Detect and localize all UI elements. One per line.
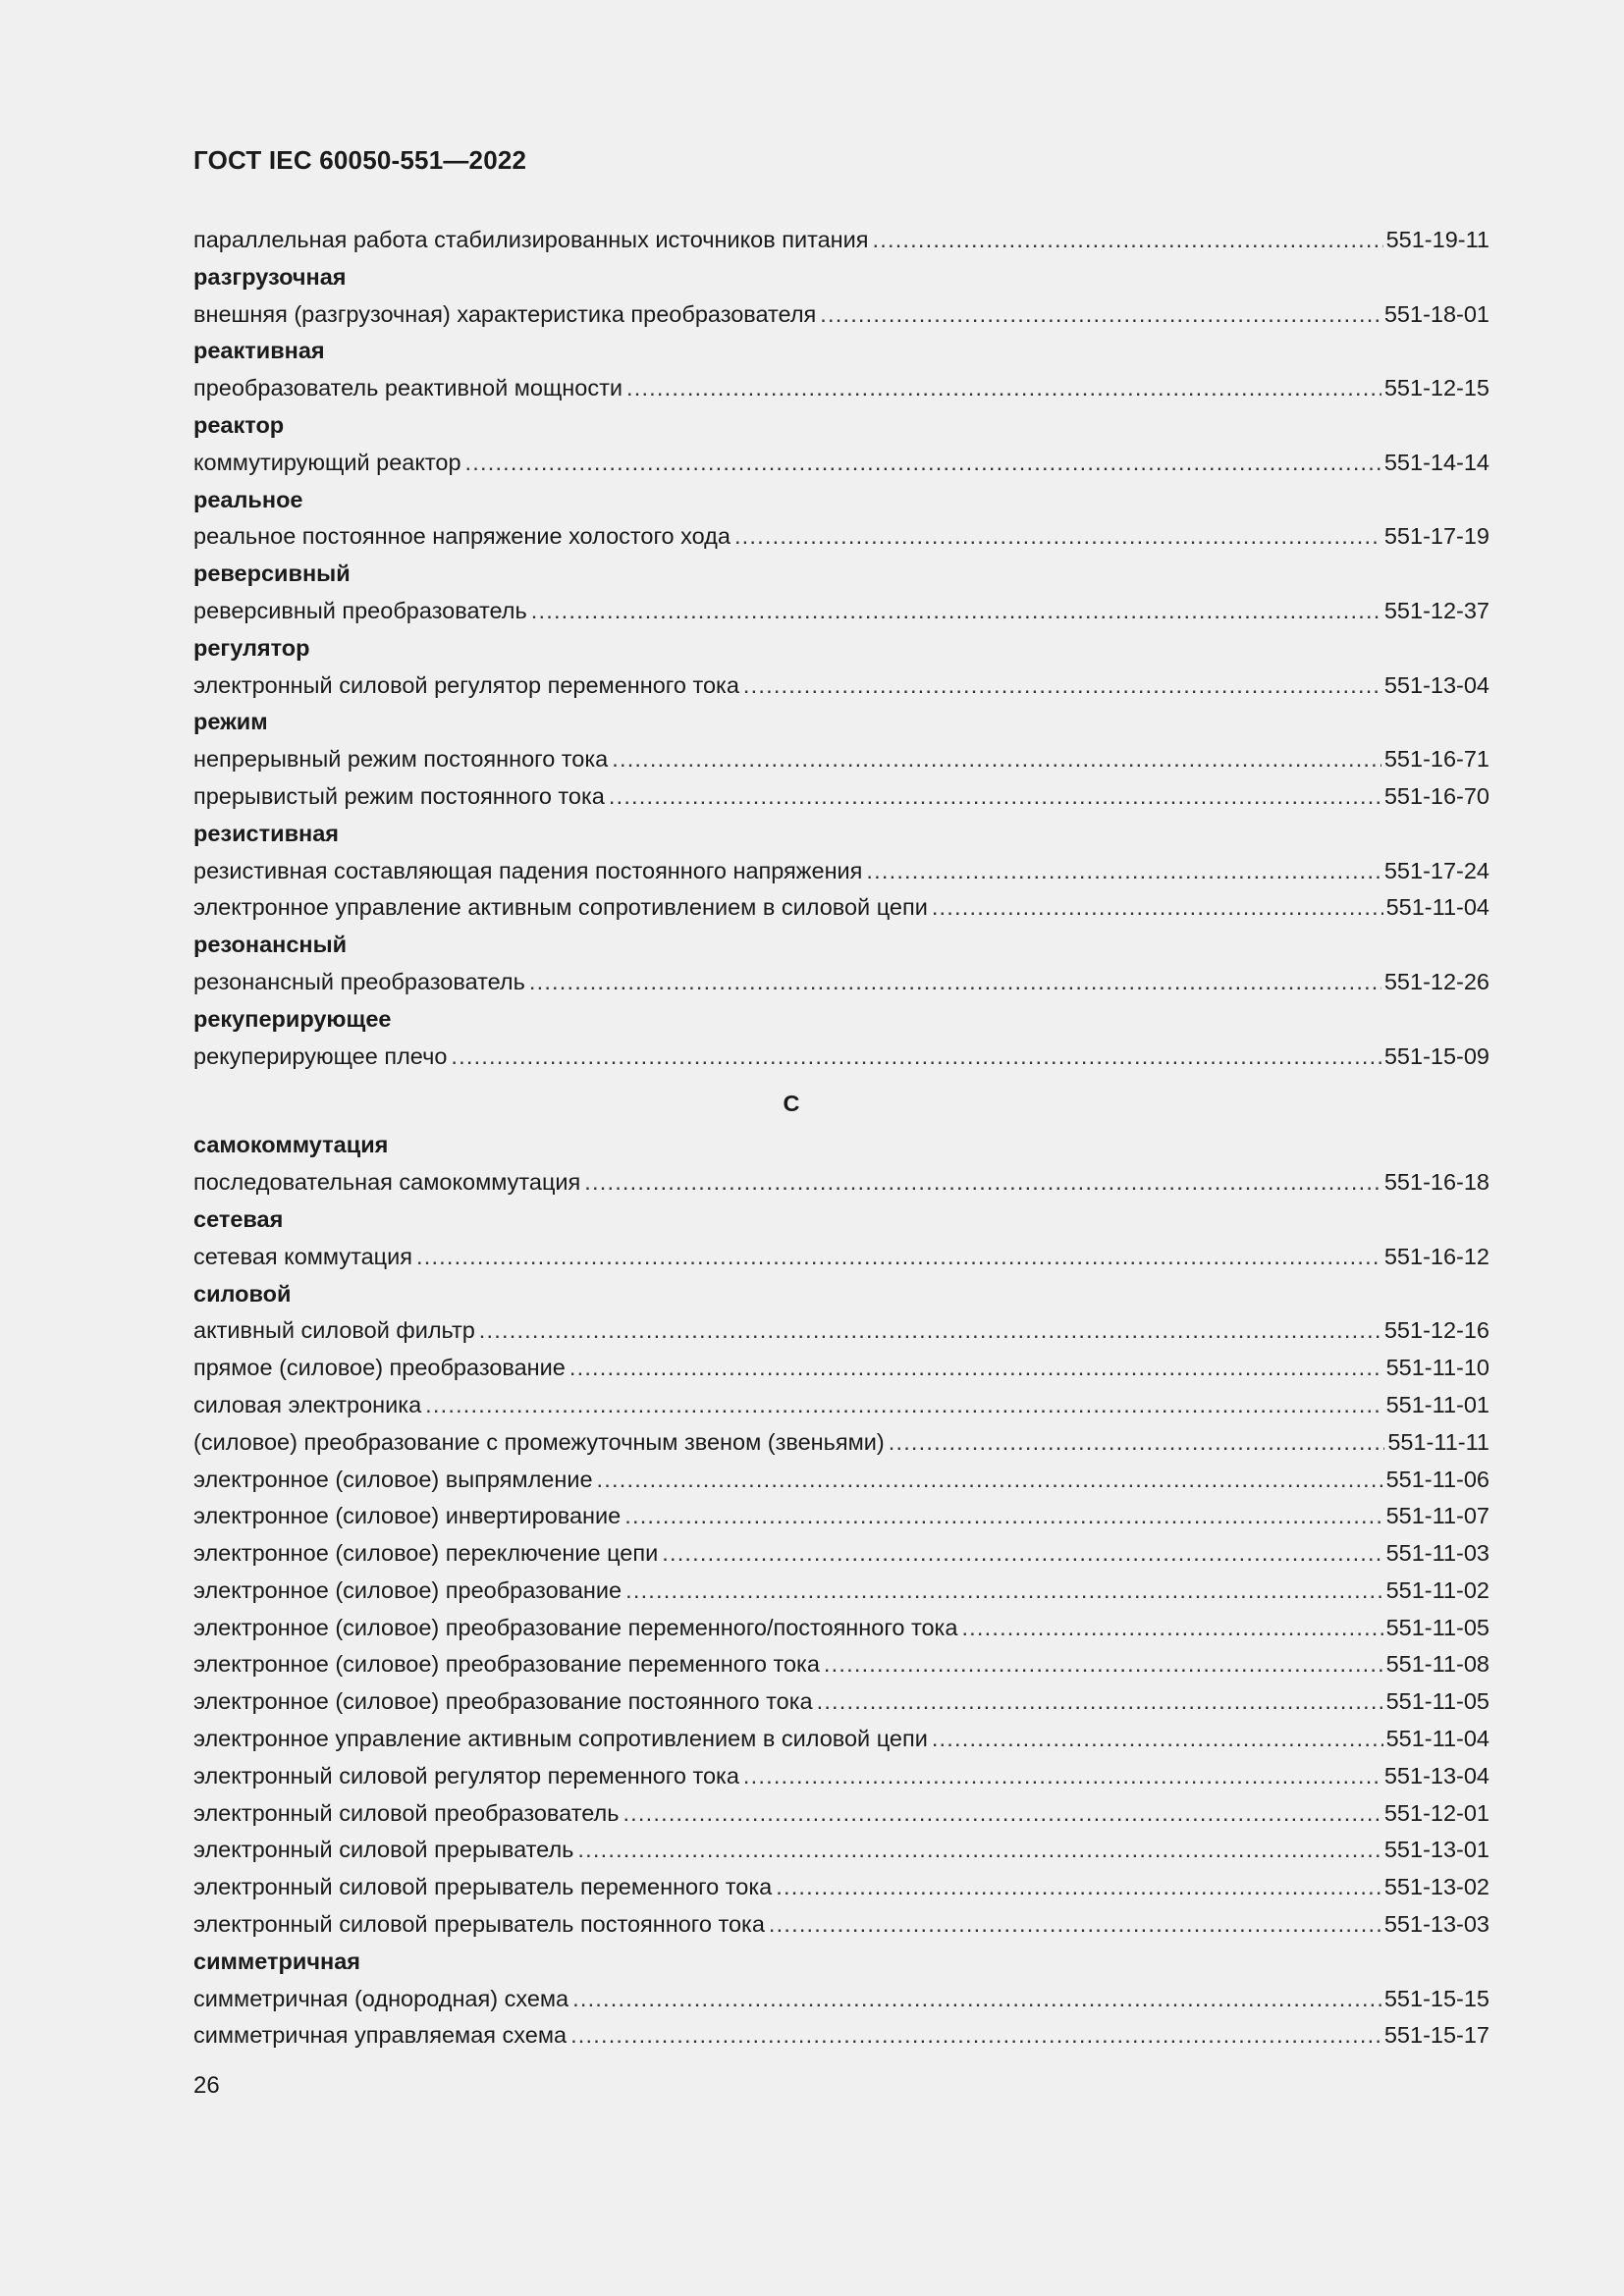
- dot-leader: [820, 296, 1381, 334]
- page-number: 26: [193, 2072, 220, 2099]
- index-entry: [193, 1573, 1489, 1610]
- dot-leader: [577, 1832, 1380, 1869]
- index-entry: [193, 593, 1489, 630]
- entry-code: 551-16-71: [1383, 746, 1489, 773]
- index-keyword: разгрузочная: [193, 263, 347, 290]
- index-keyword: самокоммутация: [193, 1132, 389, 1158]
- entry-term: силовая электроника: [193, 1391, 422, 1417]
- entry-code: 551-12-16: [1383, 1317, 1489, 1344]
- entry-code: 551-19-11: [1385, 227, 1489, 252]
- entry-term: внешняя (разгрузочная) характеристика преобразователя: [193, 300, 817, 327]
- entry-term: прерывистый режим постоянного тока: [193, 782, 605, 809]
- alphabetical-index: [193, 222, 1489, 2055]
- dot-leader: [734, 518, 1381, 556]
- entry-term: коммутирующий реактор: [193, 449, 461, 475]
- entry-term: электронное (силовое) преобразование: [193, 1576, 623, 1603]
- index-entry: [193, 964, 1489, 1001]
- entry-term: резистивная составляющая падения постоянного напряжения: [193, 857, 863, 883]
- entry-code: 551-13-04: [1383, 671, 1489, 698]
- index-entry: [193, 853, 1489, 890]
- entry-term: прямое (силовое) преобразование: [193, 1355, 566, 1381]
- index-entry: [193, 1795, 1489, 1833]
- dot-leader: [451, 1039, 1380, 1076]
- index-entry: [193, 778, 1489, 816]
- document-header: ГОСТ IEC 60050-551—2022: [193, 145, 527, 175]
- index-entry: [193, 1462, 1489, 1499]
- index-entry: [193, 1906, 1489, 1944]
- entry-code: 551-11-07: [1385, 1503, 1489, 1529]
- dot-leader: [932, 1721, 1383, 1758]
- dot-leader: [817, 1683, 1383, 1721]
- entry-term: реверсивный преобразователь: [193, 597, 527, 623]
- entry-code: 551-11-01: [1385, 1391, 1489, 1417]
- dot-leader: [625, 1573, 1382, 1610]
- entry-term: электронный силовой регулятор переменного тока: [193, 671, 739, 698]
- dot-leader: [743, 1758, 1381, 1795]
- entry-code: 551-13-03: [1383, 1911, 1489, 1938]
- section-letter: С: [783, 1091, 800, 1117]
- index-entry: [193, 1312, 1489, 1350]
- index-keyword: реверсивный: [193, 561, 351, 587]
- index-keyword: реальное: [193, 486, 303, 512]
- entry-term: электронное управление активным сопротивлением в силовой цепи: [193, 894, 928, 921]
- index-entry: [193, 1832, 1489, 1869]
- entry-code: 551-16-18: [1383, 1169, 1489, 1196]
- entry-code: 551-12-01: [1383, 1799, 1489, 1826]
- index-entry: [193, 1387, 1489, 1424]
- dot-leader: [465, 445, 1381, 482]
- index-entry: [193, 1498, 1489, 1535]
- index-entry: [193, 370, 1489, 407]
- entry-term: реальное постоянное напряжение холостого хода: [193, 523, 731, 550]
- entry-code: 551-11-06: [1385, 1466, 1489, 1492]
- index-keyword: рекуперирующее: [193, 1005, 392, 1032]
- entry-code: 551-13-04: [1383, 1762, 1489, 1789]
- entry-term: электронное (силовое) инвертирование: [193, 1503, 622, 1529]
- dot-leader: [932, 889, 1383, 927]
- dot-leader: [889, 1424, 1385, 1462]
- entry-code: 551-15-15: [1383, 1985, 1489, 2011]
- entry-term: электронное (силовое) выпрямление: [193, 1466, 593, 1492]
- index-entry: [193, 1424, 1489, 1462]
- index-entry: [193, 741, 1489, 778]
- index-entry: [193, 1646, 1489, 1683]
- entry-code: 551-14-14: [1383, 449, 1489, 475]
- index-entry: [193, 1039, 1489, 1076]
- entry-code: 551-12-26: [1383, 968, 1489, 994]
- entry-term: электронный силовой регулятор переменного тока: [193, 1762, 739, 1789]
- dot-leader: [570, 2017, 1381, 2055]
- entry-term: последовательная самокоммутация: [193, 1169, 581, 1196]
- entry-term: электронное управление активным сопротивлением в силовой цепи: [193, 1726, 928, 1752]
- entry-term: параллельная работа стабилизированных источников питания: [193, 227, 869, 252]
- entry-term: рекуперирующее плечо: [193, 1042, 448, 1069]
- index-entry: [193, 1981, 1489, 2018]
- dot-leader: [743, 667, 1381, 705]
- dot-leader: [612, 741, 1381, 778]
- entry-term: электронное (силовое) переключение цепи: [193, 1540, 659, 1567]
- index-entry: [193, 445, 1489, 482]
- index-entry: [193, 1535, 1489, 1573]
- dot-leader: [776, 1869, 1381, 1906]
- entry-code: 551-12-15: [1383, 375, 1489, 401]
- entry-code: 551-13-01: [1383, 1837, 1489, 1863]
- entry-code: 551-18-01: [1383, 300, 1489, 327]
- entry-term: электронное (силовое) преобразование переменного тока: [193, 1651, 820, 1678]
- entry-code: 551-16-12: [1383, 1243, 1489, 1269]
- entry-term: электронный силовой прерыватель: [193, 1837, 574, 1863]
- index-entry: [193, 2017, 1489, 2055]
- entry-code: 551-11-05: [1385, 1614, 1489, 1640]
- index-keyword: сетевая: [193, 1205, 284, 1232]
- dot-leader: [569, 1350, 1383, 1387]
- dot-leader: [572, 1981, 1381, 2018]
- dot-leader: [416, 1239, 1381, 1276]
- index-entry: [193, 667, 1489, 705]
- index-keyword: реактивная: [193, 338, 325, 364]
- entry-term: (силовое) преобразование с промежуточным звеном (звеньями): [193, 1428, 885, 1455]
- entry-term: электронный силовой прерыватель переменного тока: [193, 1874, 773, 1900]
- entry-code: 551-15-17: [1383, 2022, 1489, 2049]
- index-entry: [193, 296, 1489, 334]
- dot-leader: [624, 1498, 1382, 1535]
- entry-code: 551-17-24: [1383, 857, 1489, 883]
- index-keyword: симметричная: [193, 1948, 360, 1974]
- index-entry: [193, 1683, 1489, 1721]
- index-entry: [193, 1164, 1489, 1201]
- index-keyword: резистивная: [193, 820, 339, 846]
- entry-code: 551-11-02: [1385, 1576, 1489, 1603]
- entry-code: 551-15-09: [1383, 1042, 1489, 1069]
- dot-leader: [425, 1387, 1382, 1424]
- dot-leader: [529, 964, 1381, 1001]
- dot-leader: [662, 1535, 1382, 1573]
- dot-leader: [584, 1164, 1381, 1201]
- dot-leader: [597, 1462, 1383, 1499]
- entry-term: электронное (силовое) преобразование переменного/постоянного тока: [193, 1614, 958, 1640]
- dot-leader: [873, 222, 1383, 259]
- index-entry: [193, 1721, 1489, 1758]
- entry-code: 551-11-04: [1385, 894, 1489, 921]
- index-entry: [193, 518, 1489, 556]
- entry-term: симметричная управляемая схема: [193, 2022, 568, 2049]
- index-entry: [193, 1350, 1489, 1387]
- index-entry: [193, 1758, 1489, 1795]
- entry-term: электронное (силовое) преобразование постоянного тока: [193, 1688, 813, 1715]
- dot-leader: [866, 853, 1380, 890]
- entry-term: электронный силовой прерыватель постоянного тока: [193, 1911, 765, 1938]
- entry-code: 551-11-10: [1385, 1355, 1489, 1381]
- entry-code: 551-16-70: [1383, 782, 1489, 809]
- entry-code: 551-13-02: [1383, 1874, 1489, 1900]
- entry-code: 551-11-05: [1385, 1688, 1489, 1715]
- dot-leader: [961, 1610, 1382, 1647]
- index-entry: [193, 1869, 1489, 1906]
- entry-term: непрерывный режим постоянного тока: [193, 746, 609, 773]
- dot-leader: [479, 1312, 1381, 1350]
- dot-leader: [626, 370, 1381, 407]
- entry-term: резонансный преобразователь: [193, 968, 525, 994]
- dot-leader: [531, 593, 1381, 630]
- dot-leader: [824, 1646, 1383, 1683]
- entry-code: 551-12-37: [1383, 597, 1489, 623]
- entry-term: электронный силовой преобразователь: [193, 1799, 620, 1826]
- entry-code: 551-17-19: [1383, 523, 1489, 550]
- index-entry: [193, 1610, 1489, 1647]
- index-keyword: реактор: [193, 411, 285, 438]
- entry-term: симметричная (однородная) схема: [193, 1985, 569, 2011]
- index-entry: [193, 1239, 1489, 1276]
- entry-code: 551-11-03: [1385, 1540, 1489, 1567]
- index-entry: [193, 222, 1489, 259]
- entry-code: 551-11-11: [1387, 1428, 1489, 1455]
- dot-leader: [623, 1795, 1380, 1833]
- entry-term: сетевая коммутация: [193, 1243, 412, 1269]
- entry-term: преобразователь реактивной мощности: [193, 375, 623, 401]
- index-keyword: резонансный: [193, 932, 348, 958]
- index-entry: [193, 889, 1489, 927]
- index-keyword: регулятор: [193, 634, 310, 661]
- index-keyword: режим: [193, 709, 268, 735]
- dot-leader: [769, 1906, 1381, 1944]
- entry-code: 551-11-08: [1385, 1651, 1489, 1678]
- entry-code: 551-11-04: [1385, 1726, 1489, 1752]
- entry-term: активный силовой фильтр: [193, 1317, 475, 1344]
- index-keyword: силовой: [193, 1280, 292, 1307]
- dot-leader: [609, 778, 1381, 816]
